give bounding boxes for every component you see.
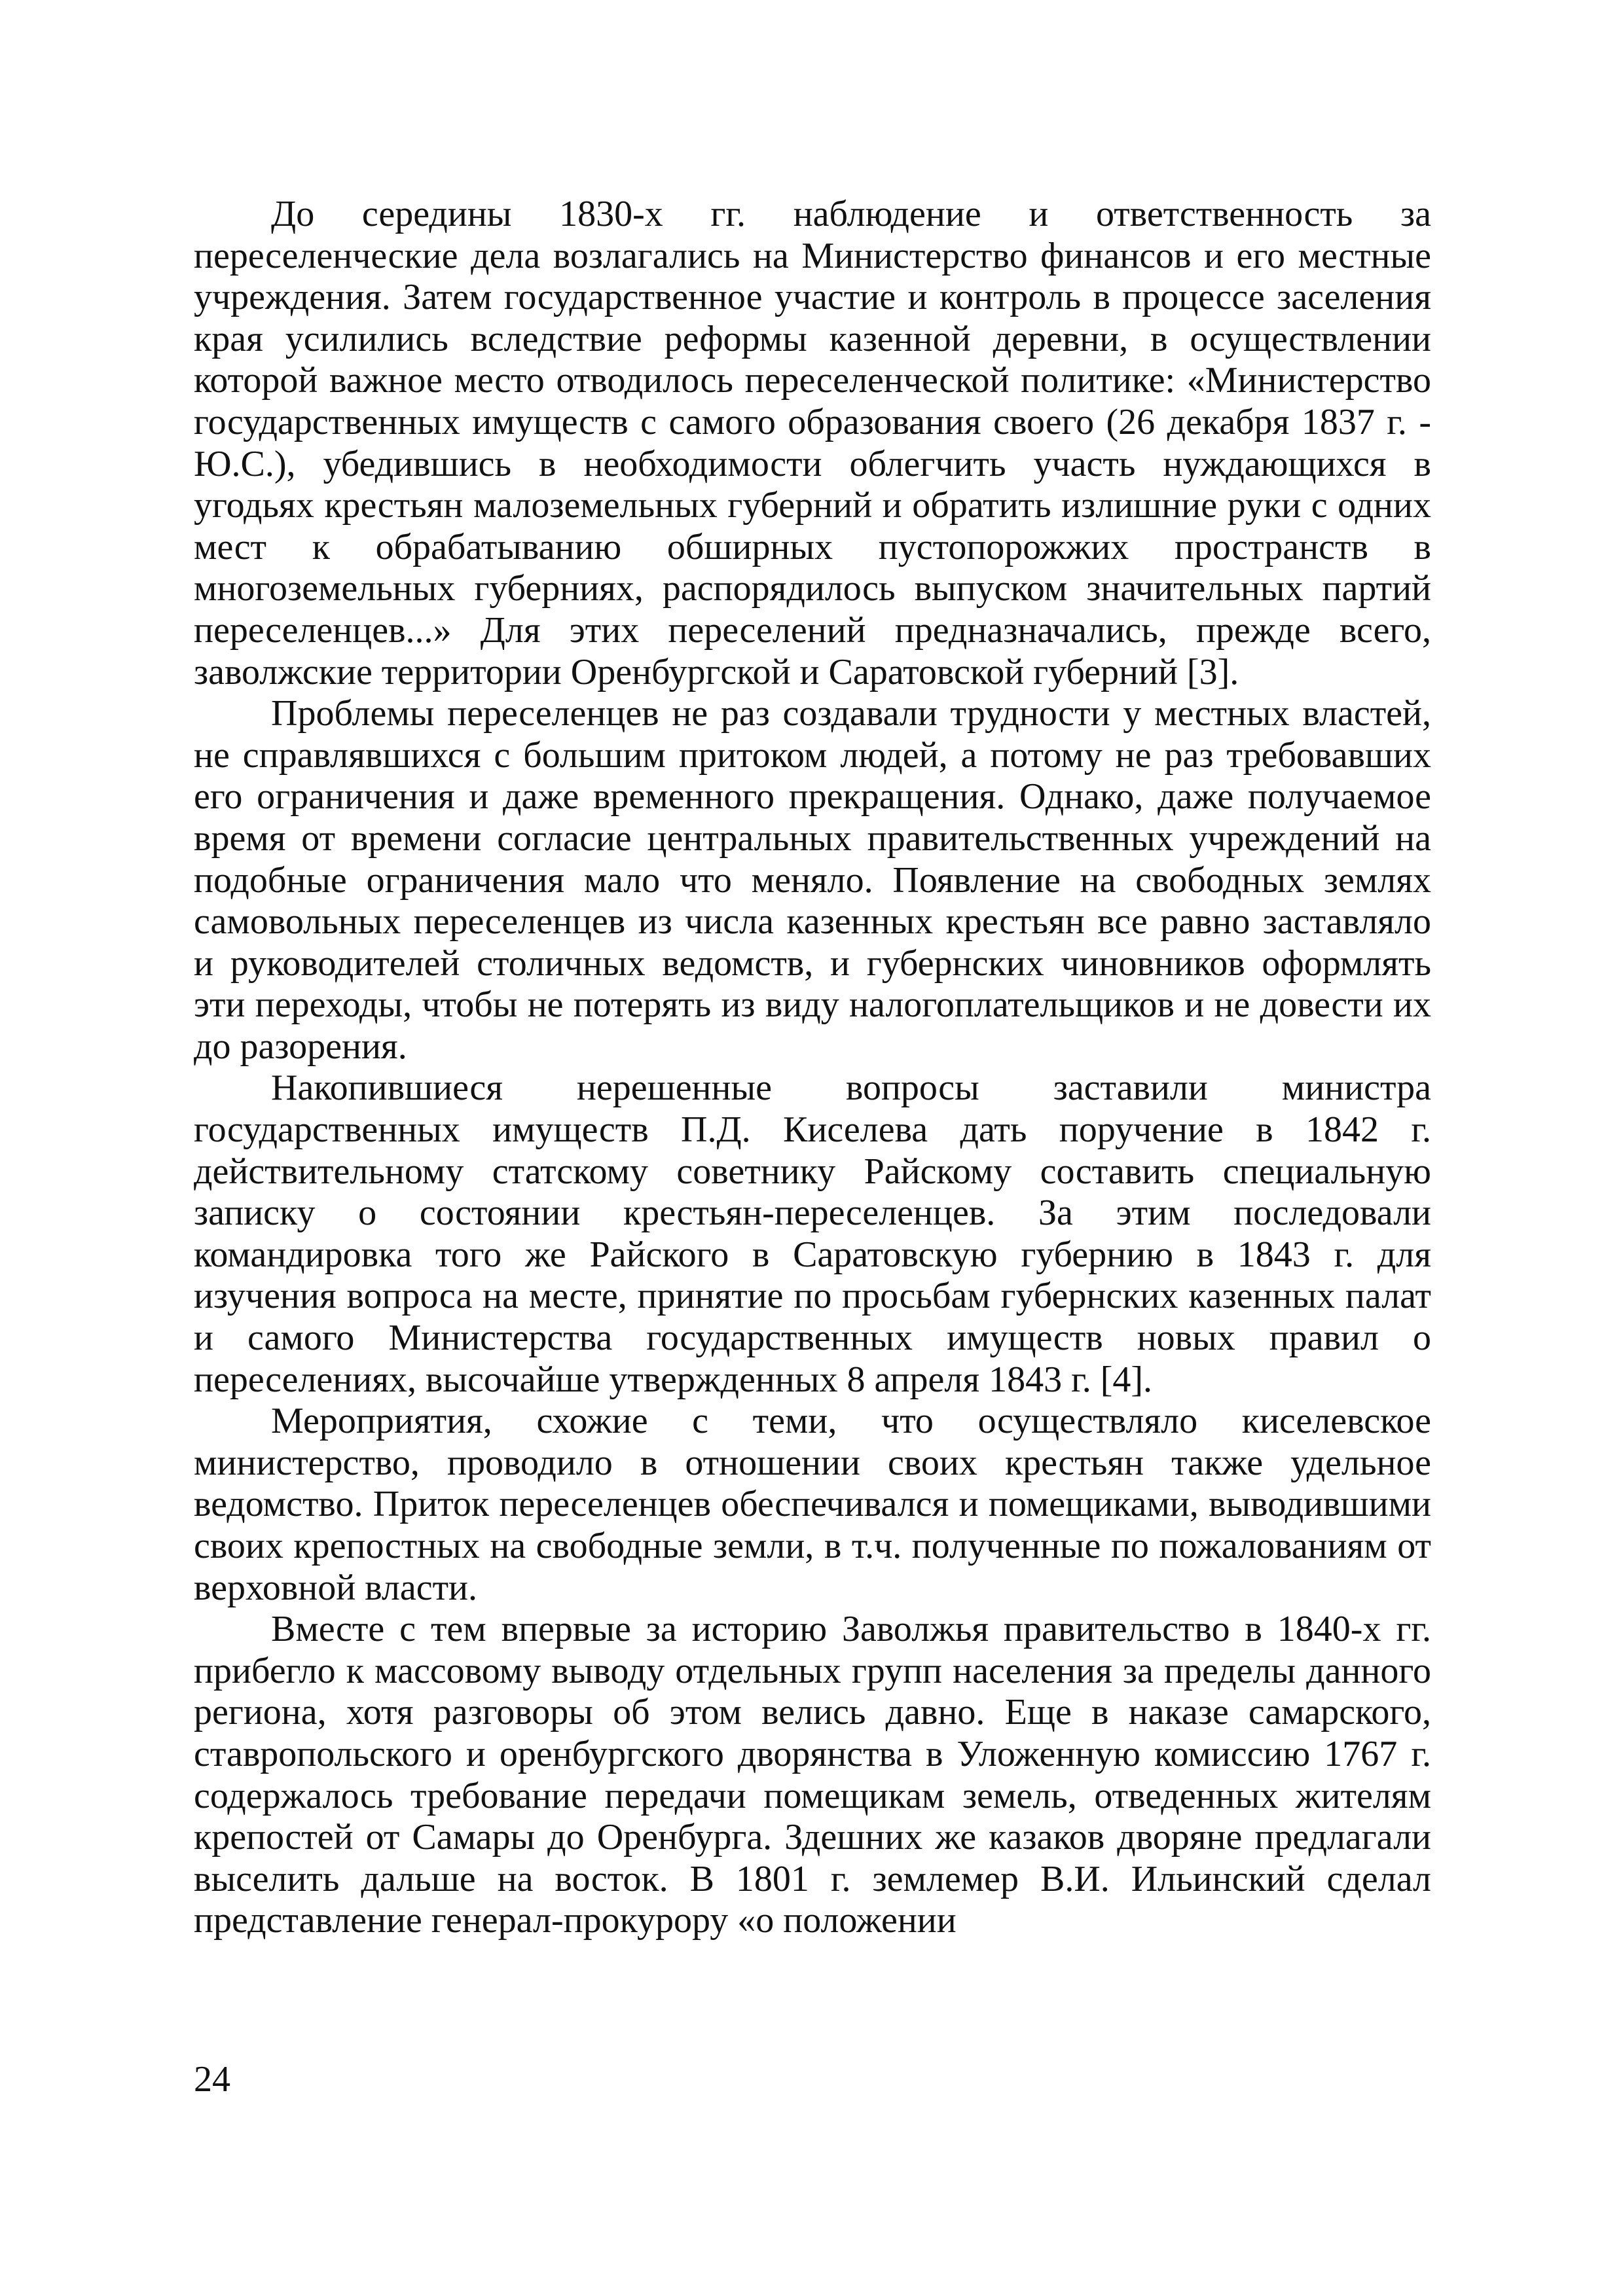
body-text	[194, 194, 1431, 1942]
paragraph-5: Вместе с тем впервые за историю Заволжья правительство в 1840-х гг. прибегло к массовому выводу отдельных групп населения за пределы данного региона, хотя разговоры об этом велись давно. Еще в наказе самарского, ставропольского и оренбургского дворянства в Уложенную комиссию 1767 г. содержалось требование передачи помещикам земель, отведенных жителям крепостей от Самары до Оренбурга. Здешних же казаков дворяне предлагали выселить дальше на восток. В 1801 г. землемер В.И. Ильинский сделал представление генерал-прокурору «о положении	[194, 1609, 1431, 1941]
paragraph-2: Проблемы переселенцев не раз создавали трудности у местных властей, не справлявшихся с большим притоком людей, а потому не раз требовавших его ограничения и даже временного прекращения. Однако, даже получаемое время от времени согласие центральных правительственных учреждений на подобные ограничения мало что меняло. Появление на свободных землях самовольных переселенцев из числа казенных крестьян все равно заставляло и руководителей столичных ведомств, и губернских чиновников оформлять эти переходы, чтобы не потерять из виду налогоплательщиков и не довести их до разорения.	[194, 693, 1431, 1067]
page-number: 24	[194, 2059, 230, 2100]
paragraph-1: До середины 1830-х гг. наблюдение и ответственность за переселенческие дела возлагались на Министерство финансов и его местные учреждения. Затем государственное участие и контроль в процессе заселения края усилились вследствие реформы казенной деревни, в осуществлении которой важное место отводилось переселенческой политике: «Министерство государственных имуществ с самого образования своего (26 декабря 1837 г. - Ю.С.), убедившись в необходимости облегчить участь нуждающихся в угодьях крестьян малоземельных губерний и обратить излишние руки с одних мест к обрабатыванию обширных пустопорожжих пространств в многоземельных губерниях, распорядилось выпуском значительных партий переселенцев...» Для этих переселений предназначались, прежде всего, заволжские территории Оренбургской и Саратовской губерний [3].	[194, 194, 1431, 692]
paragraph-3: Накопившиеся нерешенные вопросы заставили министра государственных имуществ П.Д. Киселева дать поручение в 1842 г. действительному статскому советнику Райскому составить специальную записку о состоянии крестьян-переселенцев. За этим последовали командировка того же Райского в Саратовскую губернию в 1843 г. для изучения вопроса на месте, принятие по просьбам губернских казенных палат и самого Министерства государственных имуществ новых правил о переселениях, высочайше утвержденных 8 апреля 1843 г. [4].	[194, 1067, 1431, 1400]
paragraph-4: Мероприятия, схожие с теми, что осуществляло киселевское министерство, проводило в отношении своих крестьян также удельное ведомство. Приток переселенцев обеспечивался и помещиками, выводившими своих крепостных на свободные земли, в т.ч. полученные по пожалованиям от верховной власти.	[194, 1401, 1431, 1608]
